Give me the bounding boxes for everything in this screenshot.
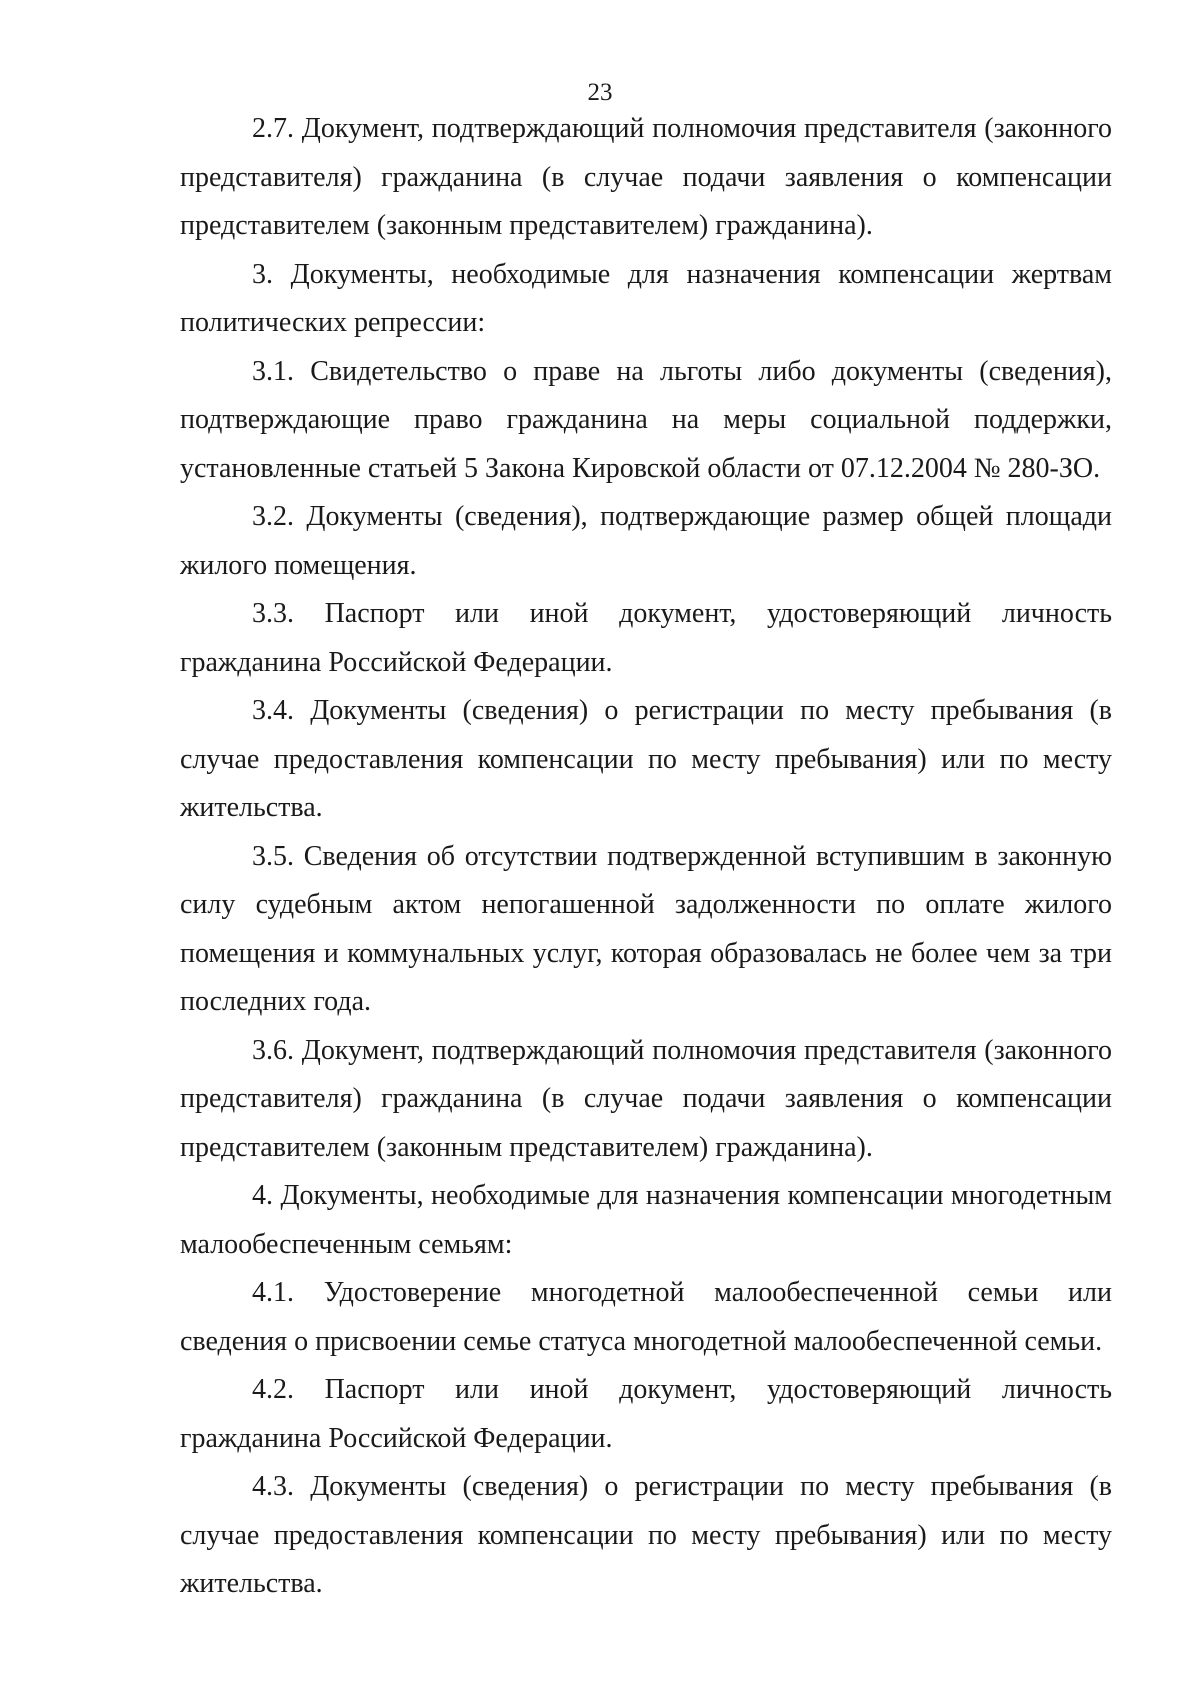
paragraph-3-4: 3.4. Документы (сведения) о регистрации по месту пребывания (в случае предоставления компенсации по месту пребывания) или по месту жительства. [180, 695, 1112, 823]
page-number: 23 [587, 79, 613, 106]
paragraph-4-1: 4.1. Удостоверение многодетной малообеспеченной семьи или сведения о присвоении семье статуса многодетной малообеспеченной семьи. [180, 1277, 1112, 1357]
paragraph-4: 4. Документы, необходимые для назначения компенсации многодетным малообеспеченным семьям: [180, 1180, 1112, 1260]
paragraph-3: 3. Документы, необходимые для назначения компенсации жертвам политических репрессии: [180, 258, 1112, 338]
paragraph-2-7: 2.7. Документ, подтверждающий полномочия представителя (законного представителя) гражданина (в случае подачи заявления о компенсации представителем (законным представителем) гражданина). [180, 113, 1112, 241]
document-body [180, 105, 1112, 1609]
paragraph-3-3: 3.3. Паспорт или иной документ, удостоверяющий личность гражданина Российской Федерации. [180, 598, 1112, 678]
paragraph-4-3: 4.3. Документы (сведения) о регистрации по месту пребывания (в случае предоставления компенсации по месту пребывания) или по месту жительства. [180, 1471, 1112, 1599]
paragraph-4-2: 4.2. Паспорт или иной документ, удостоверяющий личность гражданина Российской Федерации. [180, 1374, 1112, 1454]
paragraph-3-1: 3.1. Свидетельство о праве на льготы либо документы (сведения), подтверждающие право гражданина на меры социальной поддержки, установленные статьей 5 Закона Кировской области от 07.12.2004 № 280-ЗО. [180, 355, 1112, 484]
paragraph-3-2: 3.2. Документы (сведения), подтверждающие размер общей площади жилого помещения. [180, 501, 1112, 581]
paragraph-3-5: 3.5. Сведения об отсутствии подтвержденной вступившим в законную силу судебным актом непогашенной задолженности по оплате жилого помещения и коммунальных услуг, которая образовалась не более чем за три последних года. [180, 840, 1112, 1017]
paragraph-3-6: 3.6. Документ, подтверждающий полномочия представителя (законного представителя) гражданина (в случае подачи заявления о компенсации представителем (законным представителем) гражданина). [180, 1034, 1112, 1163]
